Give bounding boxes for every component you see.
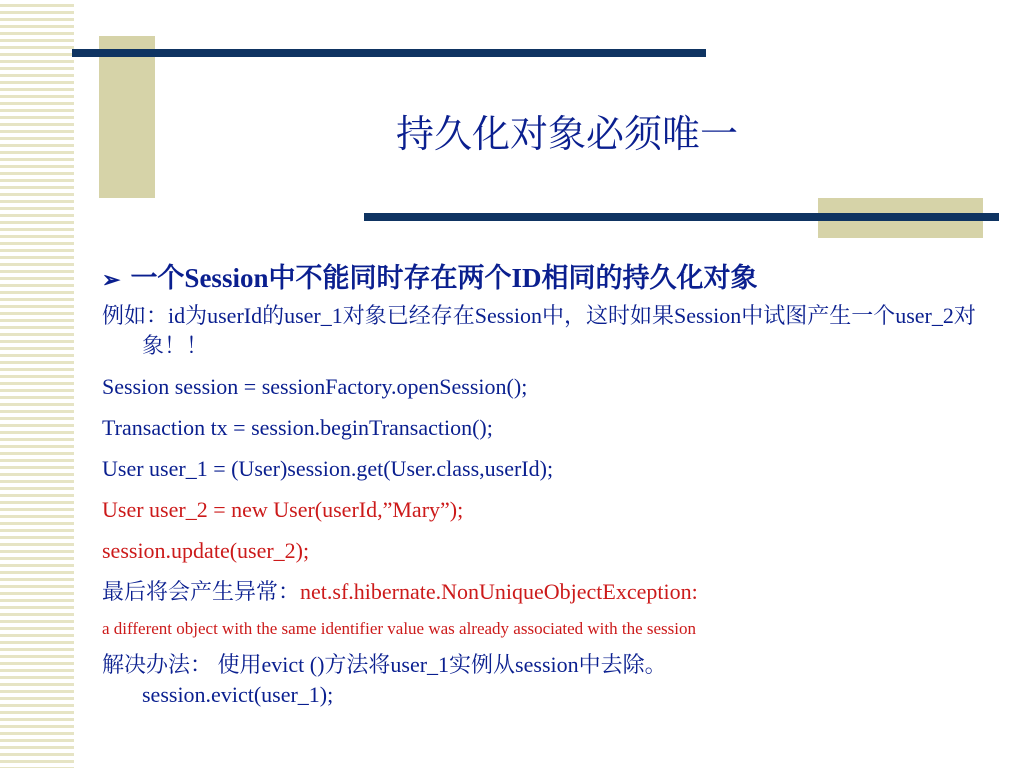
result-line <box>102 577 982 607</box>
example-text: 例如：id为userId的user_1对象已经存在Session中，这时如果Session中试图产生一个user_2对象！！ <box>102 303 976 358</box>
code-line-1: Session session = sessionFactory.openSession(); <box>102 374 528 399</box>
solution-text <box>102 650 982 710</box>
result-exception: net.sf.hibernate.NonUniqueObjectException: <box>300 579 698 604</box>
exception-message: a different object with the same identifier value was already associated with the session <box>102 619 697 638</box>
code-line-5: session.update(user_2); <box>102 538 310 563</box>
title-rule-top <box>72 49 706 57</box>
bullet-item <box>102 256 982 295</box>
solution-code: session.evict(user_1); <box>142 682 334 707</box>
arrow-bullet-icon: ➢ <box>102 267 121 292</box>
solution-label: 解决办法： 使用evict ()方法将user_1实例从session中去除。 <box>102 652 667 677</box>
result-prefix: 最后将会产生异常： <box>102 579 301 604</box>
slide-title: 持久化对象必须唯一 <box>395 114 738 156</box>
bullet-text: 一个Session中不能同时存在两个ID相同的持久化对象 <box>130 263 758 293</box>
code-line-4: User user_2 = new User(userId,”Mary”); <box>102 497 464 522</box>
slide-content <box>102 256 982 721</box>
code-line-2: Transaction tx = session.beginTransaction(); <box>102 415 493 440</box>
title-rule-bottom <box>364 213 999 221</box>
code-line-3: User user_1 = (User)session.get(User.class,userId); <box>102 456 554 481</box>
